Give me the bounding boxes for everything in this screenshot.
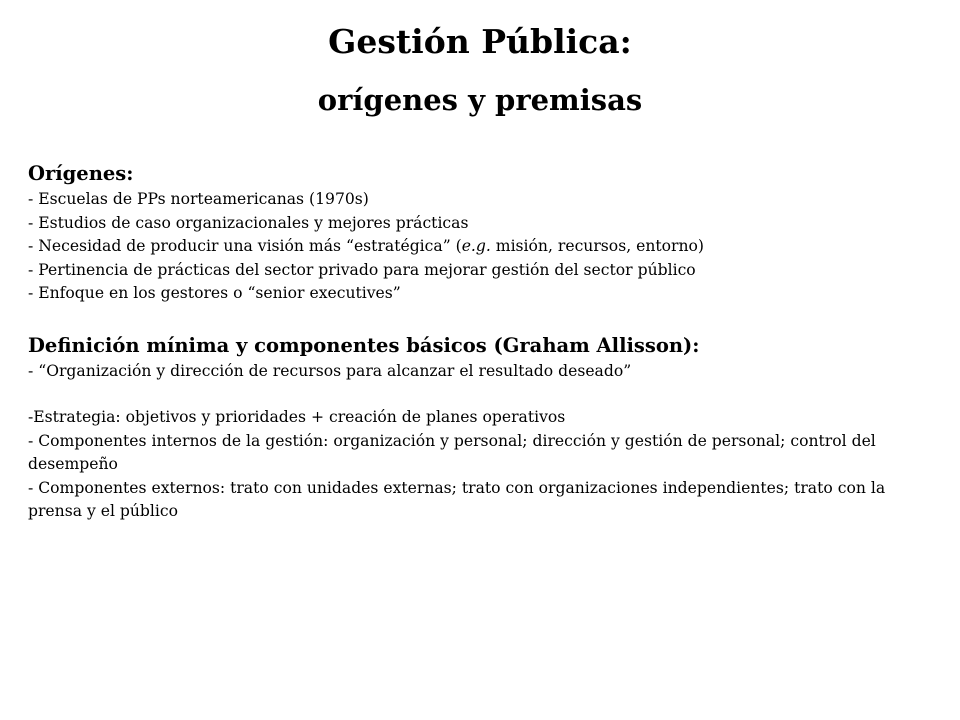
definicion-item: -Estrategia: objetivos y prioridades + creación de planes operativos — [28, 408, 566, 426]
origenes-item: - Pertinencia de prácticas del sector privado para mejorar gestión del sector público — [28, 260, 696, 279]
spacer — [28, 383, 908, 406]
definicion-item: - Componentes internos de la gestión: organización y personal; dirección y gestión de personal; control del desempeño — [28, 431, 876, 473]
origenes-item-italic: e.g. — [461, 237, 491, 255]
origenes-item: - Escuelas de PPs norteamericanas (1970s) — [28, 190, 369, 208]
definicion-item: - Componentes externos: trato con unidades externas; trato con organizaciones independientes; trato con la prensa y el público — [28, 478, 886, 520]
origenes-item — [28, 235, 908, 259]
origenes-item-text: - Necesidad de producir una visión más “estratégica” ( — [28, 237, 462, 255]
origenes-item-text: misión, recursos, entorno) — [490, 237, 705, 255]
definicion-heading: Definición mínima y componentes básicos (Graham Allisson): — [28, 333, 700, 357]
origenes-item: - Enfoque en los gestores o “senior executives” — [28, 284, 401, 302]
origenes-heading: Orígenes: — [28, 162, 134, 185]
origenes-item: - Estudios de caso organizacionales y mejores prácticas — [28, 213, 469, 232]
slide-subtitle: orígenes y premisas — [317, 83, 643, 117]
slide-title: Gestión Pública: — [328, 22, 632, 61]
slide-body — [28, 160, 908, 524]
definicion-quote: - “Organización y dirección de recursos para alcanzar el resultado deseado” — [28, 361, 632, 380]
